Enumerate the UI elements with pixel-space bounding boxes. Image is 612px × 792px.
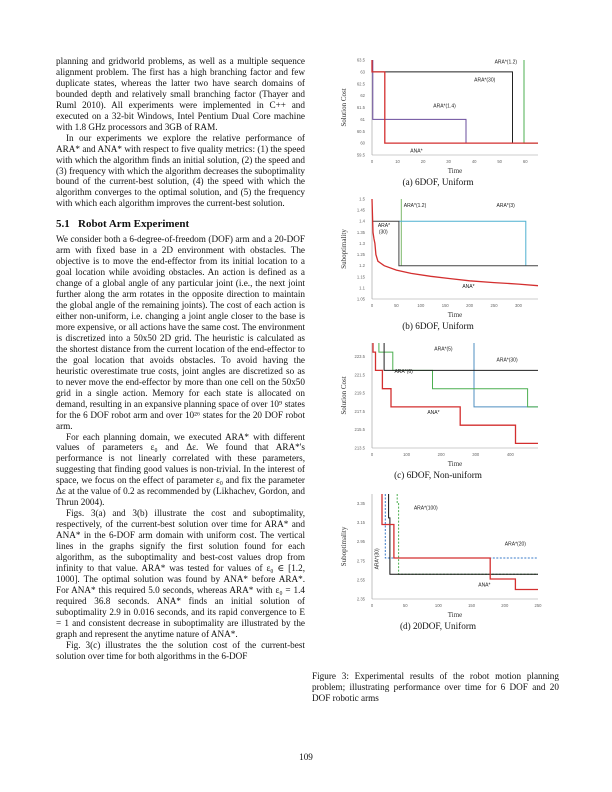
x-tick-label: 0: [370, 603, 374, 608]
series-annotation: ANA*: [427, 410, 440, 417]
x-tick-label: 100: [417, 303, 425, 308]
y-tick-label: 1.45: [356, 207, 365, 213]
x-tick-label: 100: [403, 452, 411, 457]
chart-6dof-nonuniform-cost: [318, 335, 558, 470]
subfigure-b: [318, 191, 558, 331]
y-tick-label: 3.15: [356, 520, 365, 526]
x-tick-label: 150: [441, 303, 449, 308]
series-annotation: ARA*(30): [474, 77, 496, 84]
subfigure-c: [318, 335, 558, 480]
y-tick-label: 59.5: [356, 152, 365, 158]
x-tick-label: 30: [446, 159, 451, 164]
y-tick-label: 1.3: [359, 240, 365, 246]
y-tick-label: 60: [360, 140, 365, 146]
x-tick-label: 300: [514, 303, 522, 308]
y-tick-label: 2.35: [356, 596, 365, 602]
y-tick-label: 61.5: [356, 105, 365, 110]
series-ara-5: [474, 343, 538, 407]
page-number: 109: [299, 752, 313, 762]
series-ara-30: [389, 494, 538, 574]
paragraph-experimental-setup: planning and gridworld problems, as well as a multiple sequence alignment problem. The first has a high branching factor and few duplicate states, whereas the latter two have search domains of bounded depth and relatively small branching factor (Thayer and Ruml 2010). All experiments were implemented in C++ and executed on a 32-bit Windows, Intel Pentium Dual Core machine with 1.8 GHz processors and 3GB of RAM.: [56, 56, 305, 132]
series-ana: [372, 199, 538, 286]
chart-6dof-uniform-suboptimality: [318, 191, 558, 321]
x-tick-label: 0: [370, 303, 374, 308]
y-tick-label: 63.5: [356, 57, 365, 63]
series-annotation: ARA*(1.2): [403, 202, 427, 209]
x-tick-label: 250: [490, 303, 498, 308]
y-tick-label: 62: [360, 93, 365, 99]
y-tick-label: 1.25: [356, 252, 365, 258]
y-tick-label: 213.5: [354, 445, 365, 451]
x-tick-label: 200: [466, 303, 474, 308]
x-tick-label: 300: [472, 452, 480, 457]
series-annotation: ARA*: [377, 222, 391, 229]
y-tick-label: 217.5: [354, 408, 365, 414]
x-tick-label: 0: [370, 159, 374, 164]
left-column: [56, 56, 305, 662]
paragraph-figs-3a-3b: Figs. 3(a) and 3(b) illustrate the cost and suboptimality, respectively, of the current-best solution over time for ARA* and ANA* in the 6-DOF arm domain with uniform cost. The vertical lines in the graphs signify the first solution found for each algorithm, as the suboptimality and best-cost values drop from infinity to that value. ARA* was tested for values of ε₀ ∈ [1.2, 1000]. The optimal solution was found by ANA* before ARA*. For ANA* this required 5.0 seconds, whereas ARA* with ε₀ = 1.4 required 36.8 seconds. ANA* finds an initial solution of suboptimality 2.9 in 0.016 seconds, and its rapid convergence to E = 1 and consistent decrease in suboptimality are illustrated by the graph and represent the anytime nature of ANA*.: [56, 508, 305, 639]
x-axis-label: Time: [447, 460, 463, 468]
y-tick-label: 215.5: [354, 427, 365, 433]
series-ara-20: [385, 494, 538, 558]
y-tick-label: 3.35: [356, 501, 365, 507]
x-tick-label: 200: [437, 452, 445, 457]
x-tick-label: 50: [497, 159, 503, 164]
y-tick-label: 1.5: [359, 196, 365, 202]
x-axis-label: Time: [447, 167, 463, 175]
series-annotation: ANA*: [478, 582, 491, 589]
series-ara-3: [399, 221, 526, 266]
series-ara-1-4: [373, 60, 466, 143]
series-annotation: ARA*(100): [413, 505, 438, 512]
y-tick-label: 1.2: [359, 263, 365, 269]
paragraph-quality-metrics: In our experiments we explore the relative performance of ARA* and ANA* with respect to five quality metrics: (1) the speed with which the algorithm finds an initial solution, (2) the speed and (3) frequency with which the algorithm decreases the suboptimality bound of the current-best solution, (4) the speed with which the algorithm converges to the optimal solution, and (5) the frequency with which each algorithm improves the current-best solution.: [56, 132, 305, 209]
series-annotation: (30): [378, 229, 388, 236]
x-axis-label: Time: [447, 611, 463, 619]
x-tick-label: 100: [434, 603, 442, 608]
series-annotation: ARA*(3): [496, 202, 515, 209]
series-ara-1-2: [524, 60, 538, 143]
y-axis-label: Solution Cost: [340, 88, 348, 127]
y-tick-label: 1.1: [359, 285, 365, 291]
x-tick-label: 250: [534, 603, 542, 608]
series-ana: [372, 60, 538, 143]
y-tick-label: 2.75: [356, 558, 365, 564]
series-annotation: ARA*(5): [434, 346, 453, 353]
y-tick-label: 61: [360, 116, 365, 122]
y-tick-label: 221.5: [354, 372, 365, 378]
subfigure-caption-a: (a) 6DOF, Uniform: [402, 177, 474, 187]
paragraph-robot-arm-description: We consider both a 6-degree-of-freedom (DOF) arm and a 20-DOF arm with fixed base in a 2D environment with obstacles. The objective is to move the end-effector from its initial location to a goal location while avoiding obstacles. An action is defined as a change of a global angle of any particular joint (i.e., the next joint further along the arm rotates in the opposite direction to maintain the global angle of the remaining joints). The cost of each action is either non-uniform, i.e. changing a joint angle closer to the base is more expensive, or all actions have the same cost. The environment is discretized into a 50x50 2D grid. The heuristic is calculated as the shortest distance from the current location of the end-effector to the goal location that avoids obstacles. To avoid having the heuristic overestimate true costs, joint angles are discretized so as to never move the end-effector by more than one cell on the 50x50 grid in a single action. Memory for each state is allocated on demand, resulting in an expansive planning space of over 10⁹ states for the 6 DOF robot arm and over 10²⁶ states for the 20 DOF robot arm.: [56, 234, 305, 431]
series-annotation: ARA*(30): [496, 357, 518, 364]
x-tick-label: 200: [501, 603, 509, 608]
chart-20dof-uniform-suboptimality: [318, 486, 558, 621]
x-tick-label: 20: [420, 159, 426, 164]
series-annotation: ANA*: [410, 148, 423, 155]
series-ara-30: [372, 221, 538, 266]
subfigure-caption-b: (b) 6DOF, Uniform: [402, 321, 474, 331]
x-tick-label: 150: [468, 603, 476, 608]
y-axis-label: Solution Cost: [340, 376, 348, 415]
y-tick-label: 62.5: [356, 81, 365, 87]
subfigure-d: [318, 486, 558, 631]
y-tick-label: 1.05: [356, 296, 365, 302]
series-annotation: ARA*(30): [374, 548, 381, 570]
y-tick-label: 1.4: [359, 218, 365, 224]
paragraph-fig-3c: Fig. 3(c) illustrates the the solution cost of the current-best solution over time for both algorithms in the 6-DOF: [56, 639, 305, 661]
y-tick-label: 1.15: [356, 274, 365, 280]
y-axis-label: Suboptimality: [340, 526, 348, 567]
y-tick-label: 63: [360, 69, 365, 75]
series-annotation: ARA*(1.2): [494, 59, 518, 66]
x-tick-label: 10: [395, 159, 400, 164]
x-tick-label: 50: [394, 303, 399, 308]
y-tick-label: 1.35: [356, 229, 365, 235]
series-annotation: ANA*: [462, 283, 475, 290]
subfigure-a: [318, 52, 558, 187]
figure-3: [318, 52, 558, 631]
x-tick-label: 0: [370, 452, 374, 457]
y-tick-label: 60.5: [356, 128, 365, 134]
series-annotation: ARA*(20): [504, 541, 526, 548]
section-title: Robot Arm Experiment: [78, 218, 190, 231]
x-tick-label: 60: [522, 159, 528, 164]
series-annotation: ARA*(6): [394, 369, 413, 376]
y-tick-label: 2.95: [356, 539, 365, 545]
subfigure-caption-c: (c) 6DOF, Non-uniform: [394, 470, 482, 480]
subfigure-caption-d: (d) 20DOF, Uniform: [399, 621, 477, 631]
figure-caption: Figure 3: Experimental results of the robot motion planning problem; illustrating performance over time for 6 DOF and 20 DOF robotic arms: [312, 671, 559, 703]
x-tick-label: 50: [402, 603, 408, 608]
x-tick-label: 400: [506, 452, 514, 457]
paragraph-parameters: For each planning domain, we executed ARA* with different values of parameters ε₀ and Δε. We found that ARA*'s performance is not linearly correlated with these parameters, suggesting that finding good values is non-trivial. In the interest of space, we focus on the effect of parameter ε₀ and fix the parameter Δε at the value of 0.2 as recommended by (Likhachev, Gordon, and Thrun 2004).: [56, 431, 305, 508]
y-axis-label: Suboptimality: [340, 229, 348, 269]
series-annotation: ARA*(1.4): [433, 103, 456, 110]
y-tick-label: 2.55: [356, 577, 365, 583]
y-tick-label: 219.5: [354, 390, 365, 396]
chart-6dof-uniform-cost: [318, 52, 558, 177]
x-axis-label: Time: [447, 311, 463, 319]
y-tick-label: 223.5: [354, 354, 365, 360]
section-heading: [56, 218, 305, 230]
section-number: 5.1: [56, 218, 70, 231]
x-tick-label: 40: [471, 159, 477, 164]
